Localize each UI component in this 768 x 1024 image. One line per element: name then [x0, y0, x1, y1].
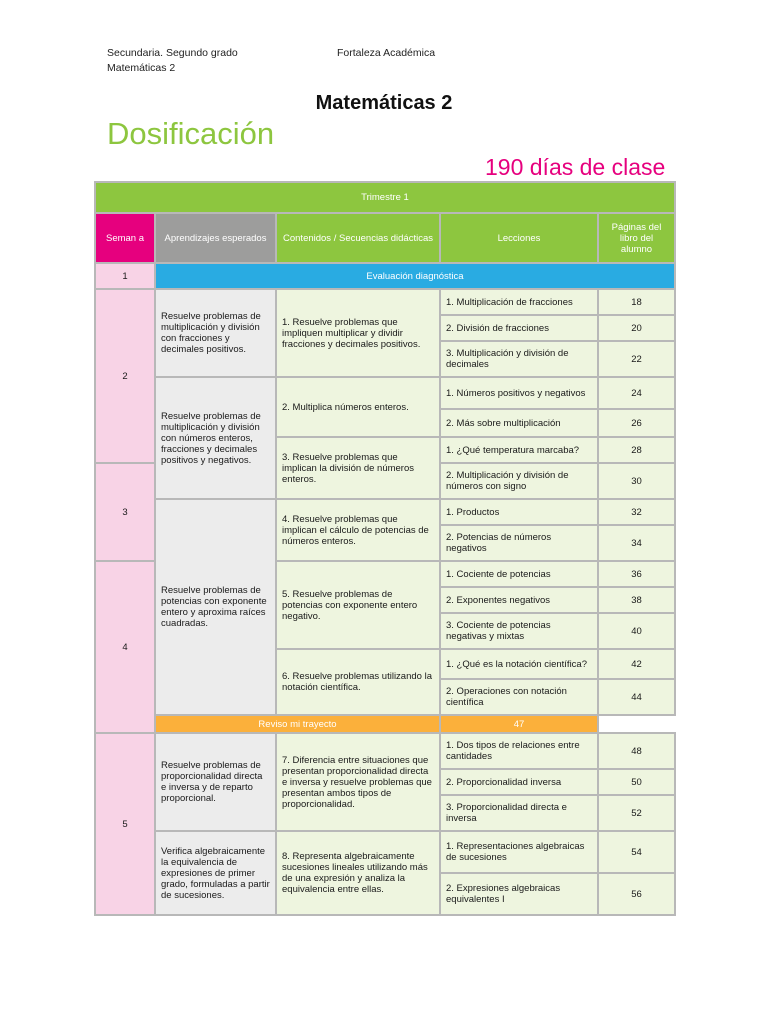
lesson-cell: 3. Multiplicación y división de decimales — [440, 341, 598, 377]
page-cell: 50 — [598, 769, 675, 795]
lesson-cell: 1. Cociente de potencias — [440, 561, 598, 587]
lesson-cell: 2. Más sobre multiplicación — [440, 409, 598, 437]
page-cell: 36 — [598, 561, 675, 587]
lesson-cell: 1. Dos tipos de relaciones entre cantidades — [440, 733, 598, 769]
lesson-cell: 2. Proporcionalidad inversa — [440, 769, 598, 795]
week-cell: 3 — [95, 463, 155, 561]
contenido-cell: 5. Resuelve problemas de potencias con exponente entero negativo. — [276, 561, 440, 649]
week-cell: 1 — [95, 263, 155, 289]
header-lecciones: Lecciones — [440, 213, 598, 263]
aprendizaje-cell: Resuelve problemas de proporcionalidad directa e inversa y de reparto proporcional. — [155, 733, 276, 831]
header-semana: Seman a — [95, 213, 155, 263]
contenido-cell: 3. Resuelve problemas que implican la división de números enteros. — [276, 437, 440, 499]
contenido-cell: 4. Resuelve problemas que implican el cálculo de potencias de números enteros. — [276, 499, 440, 561]
page-cell: 30 — [598, 463, 675, 499]
lesson-cell: 1. Representaciones algebraicas de sucesiones — [440, 831, 598, 873]
lesson-cell: 1. Multiplicación de fracciones — [440, 289, 598, 315]
table-row — [95, 831, 675, 873]
lesson-cell: 2. Expresiones algebraicas equivalentes I — [440, 873, 598, 915]
lesson-cell: 1. ¿Qué temperatura marcaba? — [440, 437, 598, 463]
lesson-cell: 3. Cociente de potencias negativas y mixtas — [440, 613, 598, 649]
lesson-cell: 2. Operaciones con notación científica — [440, 679, 598, 715]
trimester-title: Trimestre 1 — [95, 182, 675, 213]
contenido-cell: 6. Resuelve problemas utilizando la notación científica. — [276, 649, 440, 715]
lesson-cell: 1. ¿Qué es la notación científica? — [440, 649, 598, 679]
contenido-cell: 8. Representa algebraicamente sucesiones lineales utilizando más de una expresión y analiza la equivalencia entre ellas. — [276, 831, 440, 915]
table-row — [95, 733, 675, 769]
trimester-row — [95, 182, 675, 213]
page-cell: 48 — [598, 733, 675, 769]
header-contenidos: Contenidos / Secuencias didácticas — [276, 213, 440, 263]
reviso-page: 47 — [440, 715, 598, 733]
table-row — [95, 499, 675, 525]
lesson-cell: 3. Proporcionalidad directa e inversa — [440, 795, 598, 831]
contenido-cell: 2. Multiplica números enteros. — [276, 377, 440, 437]
page-cell: 40 — [598, 613, 675, 649]
page-cell: 52 — [598, 795, 675, 831]
lesson-cell: 2. Potencias de números negativos — [440, 525, 598, 561]
reviso-row — [95, 715, 675, 733]
dosificacion-table — [94, 181, 676, 916]
header-grade: Secundaria. Segundo grado — [107, 47, 238, 59]
lesson-cell: 1. Números positivos y negativos — [440, 377, 598, 409]
table-row — [95, 263, 675, 289]
aprendizaje-cell: Resuelve problemas de multiplicación y división con números enteros, fracciones y decimales positivos y negativos. — [155, 377, 276, 499]
lesson-cell: 2. Exponentes negativos — [440, 587, 598, 613]
page-cell: 20 — [598, 315, 675, 341]
page-cell: 22 — [598, 341, 675, 377]
contenido-cell: 7. Diferencia entre situaciones que presentan proporcionalidad directa e inversa y resuelve problemas que presentan ambos tipos de proporcionalidad. — [276, 733, 440, 831]
lesson-cell: 1. Productos — [440, 499, 598, 525]
evaluacion-diagnostica: Evaluación diagnóstica — [155, 263, 675, 289]
header-subject: Matemáticas 2 — [107, 62, 176, 74]
aprendizaje-cell: Resuelve problemas de potencias con exponente entero y aproxima raíces cuadradas. — [155, 499, 276, 715]
header-aprendizajes: Aprendizajes esperados — [155, 213, 276, 263]
page-cell: 38 — [598, 587, 675, 613]
page-cell: 18 — [598, 289, 675, 315]
aprendizaje-cell: Verifica algebraicamente la equivalencia de expresiones de primer grado, formuladas a partir de sucesiones. — [155, 831, 276, 915]
page-cell: 56 — [598, 873, 675, 915]
page-cell: 34 — [598, 525, 675, 561]
reviso-trayecto: Reviso mi trayecto — [155, 715, 440, 733]
week-cell: 5 — [95, 733, 155, 915]
page-cell: 28 — [598, 437, 675, 463]
page-cell: 44 — [598, 679, 675, 715]
table-row — [95, 377, 675, 409]
table-row — [95, 289, 675, 315]
page-cell: 24 — [598, 377, 675, 409]
document-title: Matemáticas 2 — [315, 92, 453, 114]
page-cell: 26 — [598, 409, 675, 437]
header-publisher: Fortaleza Académica — [337, 47, 436, 59]
class-days: 190 días de clase — [485, 154, 666, 180]
lesson-cell: 2. Multiplicación y división de números con signo — [440, 463, 598, 499]
document-subtitle: Dosificación — [107, 116, 275, 151]
contenido-cell: 1. Resuelve problemas que impliquen multiplicar y dividir fracciones y decimales positivos. — [276, 289, 440, 377]
page-cell: 42 — [598, 649, 675, 679]
header-row — [95, 213, 675, 263]
header-paginas: Páginas del libro del alumno — [598, 213, 675, 263]
page-header-left — [107, 46, 238, 76]
week-cell: 4 — [95, 561, 155, 733]
page-cell: 54 — [598, 831, 675, 873]
lesson-cell: 2. División de fracciones — [440, 315, 598, 341]
page-cell: 32 — [598, 499, 675, 525]
aprendizaje-cell: Resuelve problemas de multiplicación y división con fracciones y decimales positivos. — [155, 289, 276, 377]
week-cell: 2 — [95, 289, 155, 463]
